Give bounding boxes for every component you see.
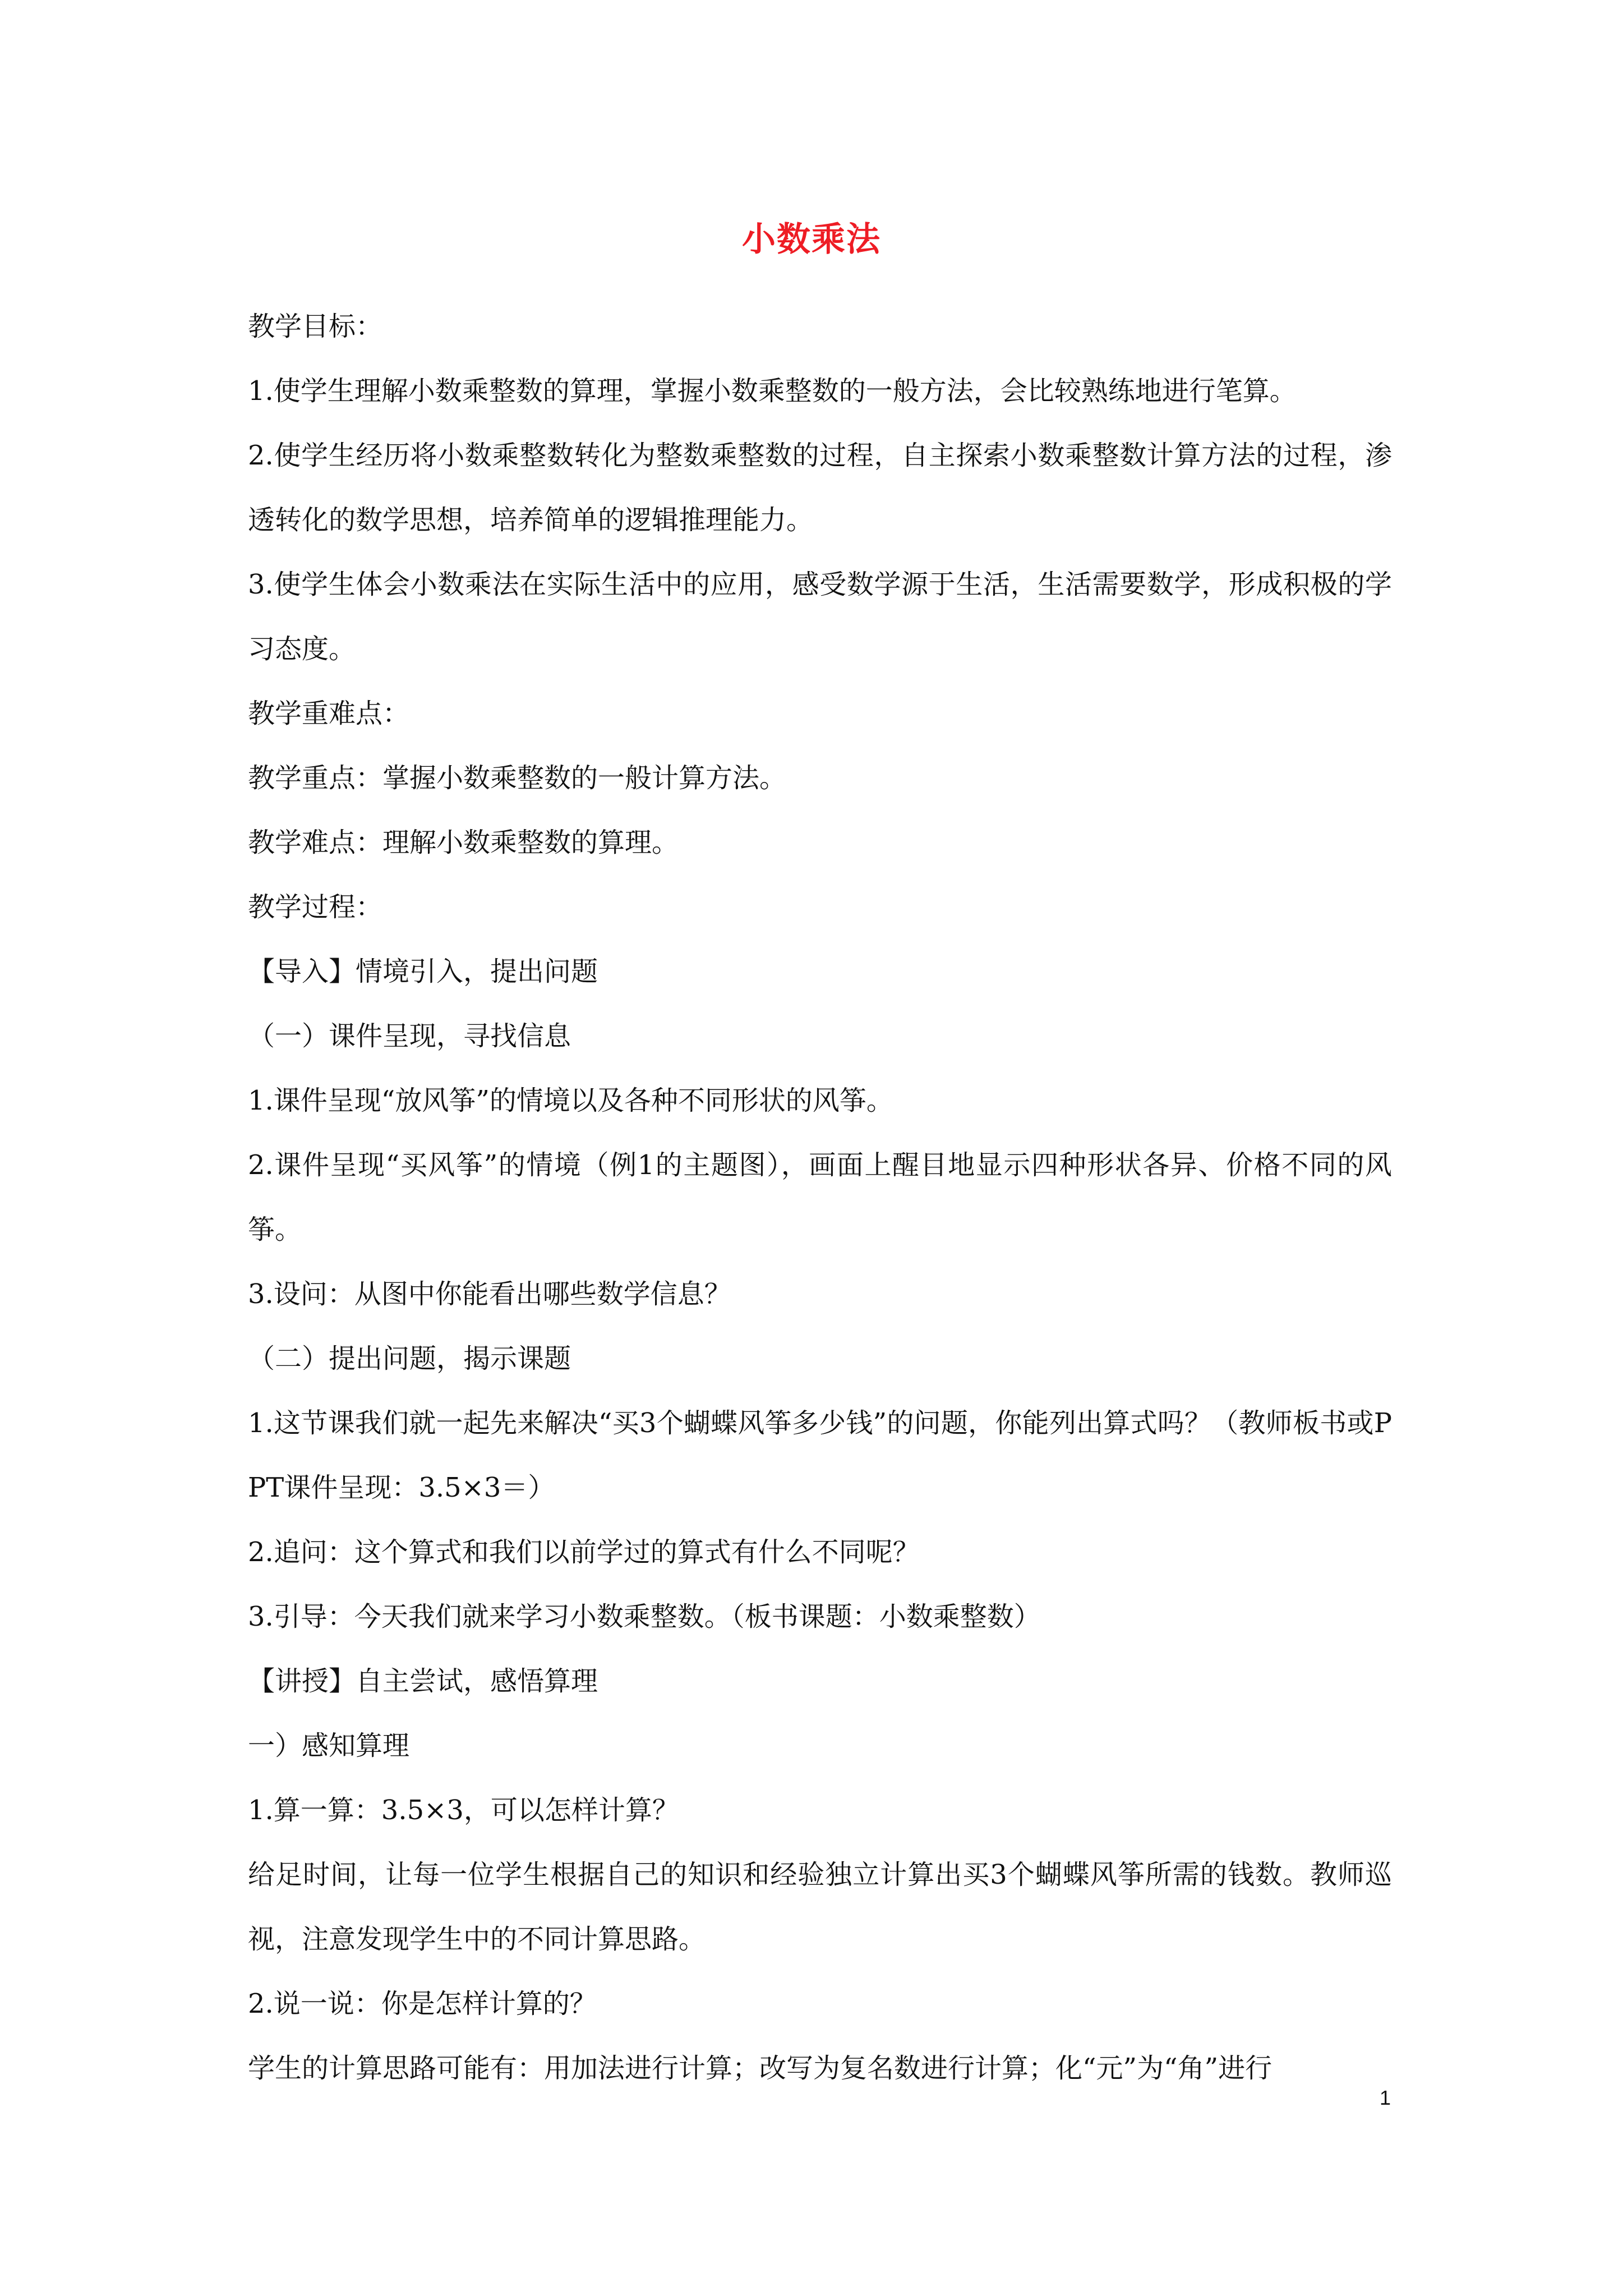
intro-item-2: 2.课件呈现“买风筝”的情境（例1的主题图），画面上醒目地显示四种形状各异、价格不同的风筝。 xyxy=(248,1149,1392,1245)
objective-2: 2.使学生经历将小数乘整数转化为整数乘整数的过程，自主探索小数乘整数计算方法的过程，渗透转化的数学思想，培养简单的逻辑推理能力。 xyxy=(248,440,1392,536)
subsection-heading-2: （二）提出问题，揭示课题 xyxy=(248,1343,571,1374)
section-heading-objectives: 教学目标： xyxy=(248,311,383,342)
perceive-item-2: 2.说一说：你是怎样计算的？ xyxy=(248,1988,597,2019)
intro-item-3: 3.设问：从图中你能看出哪些数学信息？ xyxy=(248,1278,731,1310)
step-heading-teaching: 【讲授】自主尝试，感悟算理 xyxy=(248,1665,598,1697)
section-heading-process: 教学过程： xyxy=(248,891,383,923)
subsection-heading-perceive: 一）感知算理 xyxy=(248,1730,410,1761)
question-item-2: 2.追问：这个算式和我们以前学过的算式有什么不同呢？ xyxy=(248,1536,920,1568)
intro-item-1: 1.课件呈现“放风筝”的情境以及各种不同形状的风筝。 xyxy=(248,1085,893,1116)
section-heading-key-points: 教学重难点： xyxy=(248,698,410,729)
perceive-note-1: 给足时间，让每一位学生根据自己的知识和经验独立计算出买3个蝴蝶风筝所需的钱数。教师巡视，注意发现学生中的不同计算思路。 xyxy=(248,1859,1392,1955)
perceive-note-2: 学生的计算思路可能有：用加法进行计算；改写为复名数进行计算；化“元”为“角”进行 xyxy=(248,2053,1272,2084)
perceive-item-1: 1.算一算：3.5×3，可以怎样计算？ xyxy=(248,1795,679,1826)
question-item-1: 1.这节课我们就一起先来解决“买3个蝴蝶风筝多少钱”的问题，你能列出算式吗？（教师板书或PPT课件呈现：3.5×3＝） xyxy=(248,1407,1392,1503)
difficult-point: 教学难点：理解小数乘整数的算理。 xyxy=(248,827,679,858)
question-item-3: 3.引导：今天我们就来学习小数乘整数。（板书课题：小数乘整数） xyxy=(248,1601,1041,1632)
subsection-heading-1: （一）课件呈现，寻找信息 xyxy=(248,1020,571,1052)
page-number: 1 xyxy=(1379,2086,1391,2109)
objective-1: 1.使学生理解小数乘整数的算理，掌握小数乘整数的一般方法，会比较熟练地进行笔算。 xyxy=(248,375,1297,407)
objective-3: 3.使学生体会小数乘法在实际生活中的应用，感受数学源于生活，生活需要数学，形成积极的学习态度。 xyxy=(248,569,1392,665)
document-body xyxy=(248,295,1392,2101)
step-heading-intro: 【导入】情境引入，提出问题 xyxy=(248,956,598,987)
document-title: 小数乘法 xyxy=(742,220,881,259)
key-point: 教学重点：掌握小数乘整数的一般计算方法。 xyxy=(248,762,787,794)
